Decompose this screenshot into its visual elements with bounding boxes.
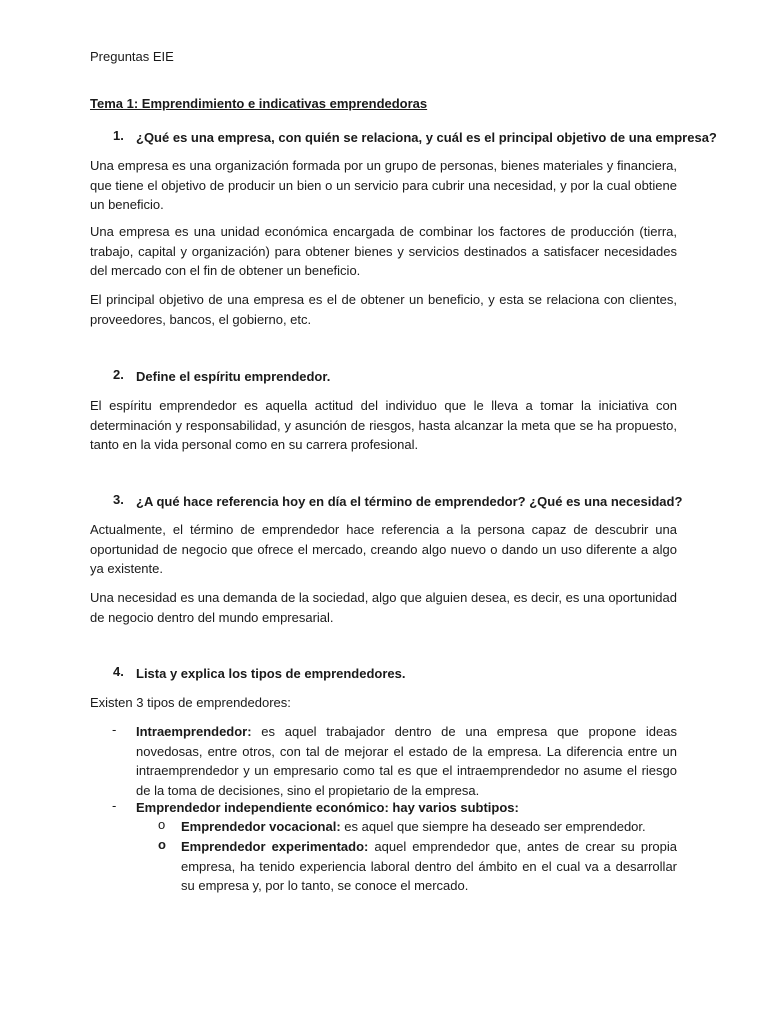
list-item-2 xyxy=(136,798,677,818)
question-1-number: 1. xyxy=(113,128,124,143)
sublist-item-2-marker: o xyxy=(158,837,166,852)
topic-title: Tema 1: Emprendimiento e indicativas emprendedoras xyxy=(90,96,428,111)
list-item-1-marker: - xyxy=(112,722,117,737)
sublist-item-2-term: Emprendedor experimentado: xyxy=(181,839,369,854)
question-2-title: Define el espíritu emprendedor. xyxy=(136,369,331,384)
list-item-1 xyxy=(136,722,677,800)
document-header: Preguntas EIE xyxy=(90,49,174,64)
list-item-2-marker: - xyxy=(112,798,117,813)
list-item-1-term: Intraemprendedor: xyxy=(136,724,252,739)
sublist-item-1-term: Emprendedor vocacional: xyxy=(181,819,341,834)
list-item-2-term: Emprendedor independiente económico: hay varios subtipos: xyxy=(136,800,519,815)
question-1-paragraph-3: El principal objetivo de una empresa es el de obtener un beneficio, y esta se relaciona con clientes, proveedores, bancos, el gobierno, etc. xyxy=(90,292,677,327)
question-1-paragraph-1: Una empresa es una organización formada por un grupo de personas, bienes materiales y financiera, que tiene el objetivo de producir un bien o un servicio para cubrir una necesidad, y por la cual obtiene un beneficio. xyxy=(90,158,677,212)
sublist-item-1-text: es aquel que siempre ha deseado ser emprendedor. xyxy=(340,819,646,834)
sublist-item-1-marker: o xyxy=(158,817,166,832)
question-3-paragraph-1: Actualmente, el término de emprendedor hace referencia a la persona capaz de descubrir una oportunidad de negocio que ofrece el mercado, creando algo nuevo o dando un uso diferente a algo ya existente. xyxy=(90,522,677,576)
question-4-number: 4. xyxy=(113,664,124,679)
question-4-title: Lista y explica los tipos de emprendedores. xyxy=(136,666,406,681)
sublist-item-2-text: aquel emprendedor que, antes de crear su propia empresa, ha tenido experiencia laboral dentro del ámbito en el cual va a desarrollar su empresa y, por lo tanto, se conoce el mercado. xyxy=(181,839,677,893)
question-3-title: ¿A qué hace referencia hoy en día el término de emprendedor? ¿Qué es una necesidad? xyxy=(136,494,683,509)
question-1-paragraph-2: Una empresa es una unidad económica encargada de combinar los factores de producción (tierra, trabajo, capital y organización) para obtener bienes y servicios destinados a satisfacer necesidades del mercado con el fin de obtener un beneficio. xyxy=(90,224,677,278)
question-2-number: 2. xyxy=(113,367,124,382)
question-3-number: 3. xyxy=(113,492,124,507)
question-4-paragraph-1: Existen 3 tipos de emprendedores: xyxy=(90,695,291,710)
list-item-1-text: es aquel trabajador dentro de una empresa que propone ideas novedosas, entre otros, con tal de mejorar el estado de la empresa. La diferencia entre un intraemprendedor y un empresario como tal es que el intraemprendedor no asume el riesgo de la toma de decisiones, sino el propietario de la empresa. xyxy=(136,724,677,798)
question-1-title: ¿Qué es una empresa, con quién se relaciona, y cuál es el principal objetivo de una empresa? xyxy=(136,130,717,145)
sublist-item-2 xyxy=(181,837,677,896)
sublist-item-1 xyxy=(181,817,677,837)
question-2-paragraph-1: El espíritu emprendedor es aquella actitud del individuo que le lleva a tomar la iniciativa con determinación y responsabilidad, y asunción de riesgos, hasta alcanzar la meta que se ha propuesto, tanto en la vida personal como en su carrera profesional. xyxy=(90,398,677,452)
question-3-paragraph-2: Una necesidad es una demanda de la sociedad, algo que alguien desea, es decir, es una oportunidad de negocio dentro del mundo empresarial. xyxy=(90,590,677,625)
